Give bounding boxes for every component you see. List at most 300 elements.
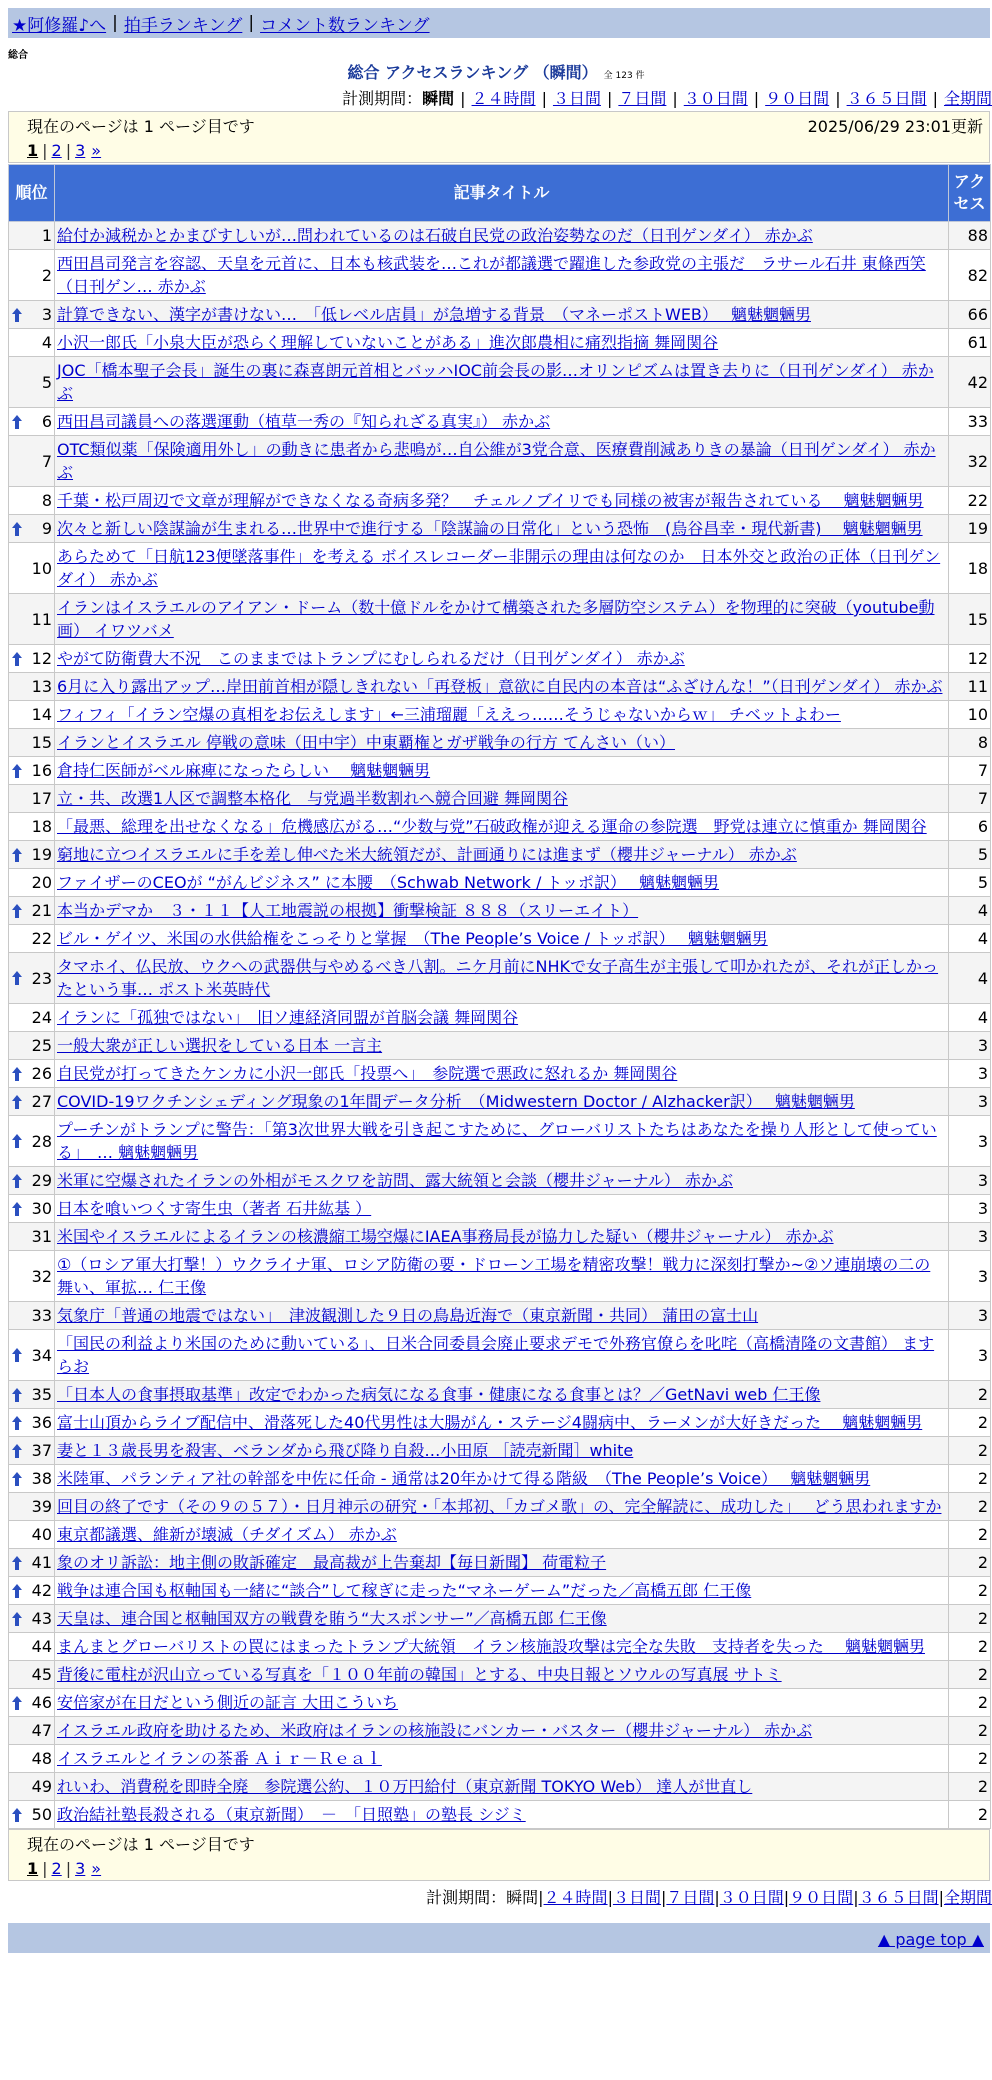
rank-number: 49	[31, 1777, 52, 1796]
pager-separator: |	[42, 1858, 48, 1878]
article-link[interactable]: 米国やイスラエルによるイランの核濃縮工場空爆にIAEA事務局長が協力した疑い（櫻井ジャーナル） 赤かぶ	[57, 1227, 834, 1246]
title-cell	[55, 1633, 949, 1661]
article-link[interactable]: 次々と新しい陰謀論が生まれる…世界中で進行する「陰謀論の日常化」という恐怖 (烏谷昌幸・現代新書) 魑魅魍魎男	[57, 519, 923, 538]
period-separator: |	[783, 1888, 790, 1907]
article-link[interactable]: 西田昌司議員への落選運動（植草一秀の『知られざる真実』） 赤かぶ	[57, 412, 551, 431]
period-link-3[interactable]: ３０日間	[719, 1888, 784, 1907]
article-link[interactable]: 西田昌司発言を容認、天皇を元首に、日本も核武装を…これが都議選で躍進した参政党の主張だ ラサール石井 東條西笑（日刊ゲン… 赤かぶ	[57, 254, 926, 296]
title-cell	[55, 543, 949, 594]
article-link[interactable]: 米陸軍、パランティア社の幹部を中佐に任命 - 通常は20年かけて得る階級 （The People’s Voice） 魑魅魍魎男	[57, 1469, 871, 1488]
rank-number: 25	[31, 1036, 52, 1055]
clap-ranking-link[interactable]: 拍手ランキング	[123, 15, 243, 36]
access-count: 33	[949, 408, 991, 436]
pager-bottom	[8, 1829, 990, 1881]
period-separator: |	[672, 89, 678, 108]
table-row	[9, 1549, 991, 1577]
page-link-2[interactable]: 2	[51, 140, 62, 160]
rank-cell	[9, 1493, 55, 1521]
rank-cell	[9, 1167, 55, 1195]
rank-cell	[9, 1381, 55, 1409]
title-cell	[55, 329, 949, 357]
title-cell	[55, 1088, 949, 1116]
access-count: 3	[949, 1167, 991, 1195]
article-link[interactable]: 千葉・松戸周辺で文章が理解ができなくなる奇病多発？ チェルノブイリでも同様の被害が報告されている 魑魅魍魎男	[57, 491, 924, 510]
article-link[interactable]: 小沢一郎氏「小泉大臣が恐らく理解していないことがある」進次郎農相に痛烈指摘 舞岡関谷	[57, 333, 719, 352]
ranking-table	[8, 164, 991, 1829]
table-row	[9, 1088, 991, 1116]
period-selector-top	[342, 86, 992, 109]
title-cell	[55, 222, 949, 250]
pager-separator: |	[65, 140, 72, 160]
rank-number: 20	[31, 873, 52, 892]
title-cell	[55, 757, 949, 785]
access-count: 3	[949, 1330, 991, 1381]
table-row	[9, 1493, 991, 1521]
article-link[interactable]: 6月に入り露出アップ…岸田前首相が隠しきれない「再登板」意欲に自民内の本音は“ふざけんな！”（日刊ゲンダイ） 赤かぶ	[57, 677, 943, 696]
rank-up-arrow-icon	[12, 1612, 22, 1626]
article-link[interactable]: フィフィ「イラン空爆の真相をお伝えします」←三浦瑠麗「ええっ……そうじゃないからｗ」 チベットよわー	[57, 705, 841, 724]
rank-number: 48	[31, 1749, 52, 1768]
rank-up-arrow-icon	[12, 971, 22, 985]
title-cell	[55, 645, 949, 673]
rank-number: 28	[31, 1131, 52, 1151]
rank-number: 35	[31, 1385, 52, 1404]
access-count: 2	[949, 1717, 991, 1745]
period-link-1[interactable]: ３日間	[612, 1888, 661, 1907]
title-cell	[55, 1060, 949, 1088]
pager-separator: |	[65, 1858, 72, 1878]
rank-number: 39	[31, 1497, 52, 1516]
period-link-2[interactable]: ７日間	[618, 89, 667, 108]
article-link[interactable]: ビル・ゲイツ、米国の水供給権をこっそりと掌握 （The People’s Voice / トッポ訳） 魑魅魍魎男	[57, 929, 768, 948]
table-row	[9, 925, 991, 953]
title-cell	[55, 1195, 949, 1223]
article-link[interactable]: 妻と１３歳長男を殺害、ベランダから飛び降り自殺…小田原 ［読売新聞］white	[57, 1441, 634, 1460]
article-link[interactable]: タマホイ、仏民放、ウクへの武器供与やめるべき八割。ニケ月前にNHKで女子高生が主張して叩かれたが、それが正しかったという事… ポスト米英時代	[57, 957, 939, 999]
title-cell	[55, 250, 949, 301]
access-count: 19	[949, 515, 991, 543]
rank-cell	[9, 869, 55, 897]
title-cell	[55, 1493, 949, 1521]
access-count: 12	[949, 645, 991, 673]
rank-number: 9	[41, 519, 52, 538]
access-count: 32	[949, 436, 991, 487]
rank-number: 12	[31, 649, 52, 668]
access-count: 18	[949, 543, 991, 594]
rank-number: 24	[31, 1008, 52, 1027]
table-row	[9, 729, 991, 757]
period-link-5[interactable]: ３６５日間	[846, 89, 927, 108]
article-link[interactable]: ①（ロシア軍大打撃！）ウクライナ軍、ロシア防衛の要・ドローン工場を精密攻撃！戦力に深刻打撃か~②ソ連崩壊の二の舞い、軍拡… 仁王像	[57, 1255, 931, 1297]
period-separator: |	[714, 1888, 720, 1907]
table-row	[9, 1167, 991, 1195]
page-link-3[interactable]: 3	[75, 140, 86, 160]
table-row	[9, 543, 991, 594]
rank-up-arrow-icon	[12, 1134, 22, 1148]
pager-links	[9, 1856, 989, 1880]
article-link[interactable]: 本当かデマか ３・１１【人工地震説の根拠】衝撃検証 ８８８（スリーエイト）	[57, 901, 639, 920]
table-row	[9, 757, 991, 785]
access-count: 3	[949, 1088, 991, 1116]
article-link[interactable]: 戦争は連合国も枢軸国も一緒に“談合”して稼ぎに走った“マネーゲーム”だった／高橋五郎 仁王像	[57, 1581, 752, 1600]
article-link[interactable]: 日本を喰いつくす寄生虫（著者 石井紘基 ）	[57, 1199, 372, 1218]
rank-cell	[9, 1060, 55, 1088]
page-link-current[interactable]: 1	[27, 1858, 39, 1878]
article-link[interactable]: OTC類似薬「保険適用外し」の動きに患者から悲鳴が…自公維が3党合意、医療費削減ありきの暴論（日刊ゲンダイ） 赤かぶ	[57, 440, 936, 482]
period-link-6[interactable]: 全期間	[943, 89, 992, 108]
table-row	[9, 1116, 991, 1167]
title-cell	[55, 1661, 949, 1689]
home-link[interactable]: ★阿修羅♪へ	[12, 15, 107, 36]
rank-number: 14	[31, 705, 52, 724]
title-cell	[55, 1004, 949, 1032]
access-count: 2	[949, 1409, 991, 1437]
article-link[interactable]: 「最悪、総理を出せなくなる」危機感広がる…“少数与党”石破政権が迎える運命の参院選 野党は連立に慎重か 舞岡関谷	[57, 817, 927, 836]
rank-up-arrow-icon	[12, 1202, 22, 1216]
article-link[interactable]: 倉持仁医師がベル麻痺になったらしい 魑魅魍魎男	[57, 761, 431, 780]
table-row	[9, 1330, 991, 1381]
table-row	[9, 436, 991, 487]
rank-up-arrow-icon	[12, 904, 22, 918]
article-link[interactable]: イランとイスラエル 停戦の意味（田中宇）中東覇権とガザ戦争の行方 てんさい（い）	[57, 733, 676, 752]
period-link-3[interactable]: ３０日間	[683, 89, 748, 108]
period-link-6[interactable]: 全期間	[943, 1888, 992, 1907]
access-count: 3	[949, 1223, 991, 1251]
rank-cell	[9, 1330, 55, 1381]
title-cell	[55, 1032, 949, 1060]
rank-cell	[9, 1605, 55, 1633]
access-count: 3	[949, 1195, 991, 1223]
rank-number: 38	[31, 1469, 52, 1488]
rank-up-arrow-icon	[12, 1472, 22, 1486]
access-count: 61	[949, 329, 991, 357]
rank-cell	[9, 1745, 55, 1773]
table-row	[9, 1409, 991, 1437]
title-cell	[55, 701, 949, 729]
rank-up-arrow-icon	[12, 308, 22, 322]
rank-cell	[9, 785, 55, 813]
article-link[interactable]: イランに「孤独ではない」 旧ソ連経済同盟が首脳会議 舞岡関谷	[57, 1008, 519, 1027]
rank-up-arrow-icon	[12, 764, 22, 778]
pager-top	[8, 111, 990, 163]
rank-number: 11	[31, 609, 52, 629]
rank-cell	[9, 701, 55, 729]
title-cell	[55, 436, 949, 487]
title-cell	[55, 1302, 949, 1330]
period-link-1[interactable]: ３日間	[552, 89, 601, 108]
table-row	[9, 1032, 991, 1060]
article-link[interactable]: ファイザーのCEOが “がんビジネス” に本腰 （Schwab Network / トッポ訳） 魑魅魍魎男	[57, 873, 720, 892]
table-row	[9, 841, 991, 869]
rank-number: 8	[41, 491, 52, 510]
title-cell	[55, 785, 949, 813]
page-status: 現在のページは 1 ページ目です	[27, 1834, 255, 1854]
article-link[interactable]: イスラエルとイランの茶番 Ａｉｒ－Ｒｅａｌ	[57, 1749, 382, 1768]
rank-cell	[9, 897, 55, 925]
table-row	[9, 515, 991, 543]
rank-number: 40	[31, 1525, 52, 1544]
access-count: 10	[949, 701, 991, 729]
header-access: アクセス	[949, 165, 991, 222]
article-link[interactable]: 米軍に空爆されたイランの外相がモスクワを訪問、露大統領と会談（櫻井ジャーナル） 赤かぶ	[57, 1171, 733, 1190]
period-separator: |	[938, 1888, 944, 1907]
rank-cell	[9, 487, 55, 515]
rank-number: 44	[31, 1637, 52, 1656]
rank-cell	[9, 1116, 55, 1167]
table-row	[9, 1060, 991, 1088]
rank-number: 45	[31, 1665, 52, 1684]
table-row	[9, 785, 991, 813]
article-link[interactable]: れいわ、消費税を即時全廃 参院選公約、１０万円給付（東京新聞 TOKYO Web） 達人が世直し	[57, 1777, 753, 1796]
title-cell	[55, 1116, 949, 1167]
period-link-4[interactable]: ９０日間	[789, 1888, 854, 1907]
pager-links	[9, 138, 989, 162]
rank-cell	[9, 1577, 55, 1605]
rank-cell	[9, 953, 55, 1004]
rank-cell	[9, 813, 55, 841]
rank-cell	[9, 925, 55, 953]
table-row	[9, 897, 991, 925]
title-cell	[55, 594, 949, 645]
rank-cell	[9, 329, 55, 357]
article-link[interactable]: やがて防衛費大不況 このままではトランプにむしられるだけ（日刊ゲンダイ） 赤かぶ	[57, 649, 685, 668]
rank-number: 17	[31, 789, 52, 808]
access-count: 2	[949, 1437, 991, 1465]
article-link[interactable]: 政治結社塾長殺される（東京新聞） － 「日照塾」の塾長 シジミ	[57, 1805, 526, 1824]
page-link-2[interactable]: 2	[51, 1858, 62, 1878]
rank-number: 19	[31, 845, 52, 864]
access-count: 6	[949, 813, 991, 841]
table-row	[9, 1745, 991, 1773]
rank-cell	[9, 757, 55, 785]
rank-cell	[9, 543, 55, 594]
rank-up-arrow-icon	[12, 1388, 22, 1402]
period-separator: |	[660, 1888, 667, 1907]
article-link[interactable]: 東京都議選、維新が壊滅（チダイズム） 赤かぶ	[57, 1525, 397, 1544]
rank-cell	[9, 841, 55, 869]
article-link[interactable]: まんまとグローバリストの罠にはまったトランプ大統領 イラン核施設攻撃は完全な失敗 支持者を失った 魑魅魍魎男	[57, 1637, 925, 1656]
rank-number: 26	[31, 1064, 52, 1083]
period-link-4[interactable]: ９０日間	[765, 89, 830, 108]
table-row	[9, 1773, 991, 1801]
period-link-0[interactable]: ２４時間	[471, 89, 536, 108]
page-link-current[interactable]: 1	[27, 140, 39, 160]
pager-separator: |	[42, 140, 48, 160]
rank-number: 13	[31, 677, 52, 696]
access-count: 2	[949, 1381, 991, 1409]
article-link[interactable]: 富士山頂からライブ配信中、滑落死した40代男性は大腸がん・ステージ4闘病中、ラーメンが大好きだった 魑魅魍魎男	[57, 1413, 923, 1432]
period-label: 計測期間：	[426, 1888, 507, 1907]
article-link[interactable]: 一般大衆が正しい選択をしている日本 一言主	[57, 1036, 383, 1055]
article-link[interactable]: 計算できない、漢字が書けない… 「低レベル店員」が急増する背景 （マネーポストWEB） 魑魅魍魎男	[57, 305, 811, 324]
table-row	[9, 673, 991, 701]
table-row	[9, 222, 991, 250]
rank-number: 50	[31, 1805, 52, 1824]
access-count: 42	[949, 357, 991, 408]
rank-cell	[9, 1633, 55, 1661]
article-link[interactable]: 気象庁「普通の地震ではない」 津波観測した９日の鳥島近海で（東京新聞・共同） 蒲田の富士山	[57, 1306, 759, 1325]
rank-cell	[9, 408, 55, 436]
access-count: 2	[949, 1465, 991, 1493]
title-cell	[55, 1521, 949, 1549]
rank-number: 41	[31, 1553, 52, 1572]
title-cell	[55, 408, 949, 436]
rank-number: 22	[31, 929, 52, 948]
access-count: 4	[949, 897, 991, 925]
period-label: 計測期間：	[342, 89, 423, 108]
access-count: 7	[949, 785, 991, 813]
rank-number: 32	[31, 1266, 52, 1286]
article-link[interactable]: 窮地に立つイスラエルに手を差し伸べた米大統領だが、計画通りには進まず（櫻井ジャーナル） 赤かぶ	[57, 845, 797, 864]
table-row	[9, 813, 991, 841]
header-rank: 順位	[9, 165, 55, 222]
rank-cell	[9, 1661, 55, 1689]
rank-cell	[9, 1195, 55, 1223]
title-cell	[55, 1251, 949, 1302]
access-count: 66	[949, 301, 991, 329]
rank-number: 42	[31, 1581, 52, 1600]
title-cell	[55, 1801, 949, 1829]
article-link[interactable]: イランはイスラエルのアイアン・ドーム（数十億ドルをかけて構築された多層防空システム）を物理的に突破（youtube動画） イワツバメ	[57, 598, 935, 640]
article-link[interactable]: 自民党が打ってきたケンカに小沢一郎氏「投票へ」 参院選で悪政に怒れるか 舞岡関谷	[57, 1064, 678, 1083]
rank-number: 18	[31, 817, 52, 836]
title-cell	[55, 1605, 949, 1633]
table-row	[9, 408, 991, 436]
rank-number: 34	[31, 1345, 52, 1365]
access-count: 4	[949, 953, 991, 1004]
rank-up-arrow-icon	[12, 1584, 22, 1598]
rank-cell	[9, 729, 55, 757]
page-status: 現在のページは 1 ページ目です	[27, 116, 255, 136]
access-count: 2	[949, 1493, 991, 1521]
rank-number: 7	[41, 451, 52, 471]
table-row	[9, 1633, 991, 1661]
title-cell	[55, 1167, 949, 1195]
page-title-row	[0, 60, 992, 83]
article-link[interactable]: 回目の終了です（その９の５７）・日月神示の研究・「本邦初、「カゴメ歌」の、完全解読に、成功した」 どう思われますか	[57, 1497, 942, 1516]
article-link[interactable]: 給付か減税かとかまびすしいが…問われているのは石破自民党の政治姿勢なのだ（日刊ゲンダイ） 赤かぶ	[57, 226, 813, 245]
article-link[interactable]: COVID-19ワクチンシェディング現象の1年間データ分析 （Midwestern Doctor / Alzhacker訳） 魑魅魍魎男	[57, 1092, 855, 1111]
table-row	[9, 645, 991, 673]
rank-number: 31	[31, 1227, 52, 1246]
rank-cell	[9, 1773, 55, 1801]
title-cell	[55, 869, 949, 897]
next-page-link[interactable]: »	[91, 1858, 102, 1878]
title-cell	[55, 1409, 949, 1437]
title-cell	[55, 1689, 949, 1717]
access-count: 2	[949, 1577, 991, 1605]
table-row	[9, 1717, 991, 1745]
article-link[interactable]: あらためて「日航123便墜落事件」を考える ボイスレコーダー非開示の理由は何なのか 日本外交と政治の正体（日刊ゲンダイ） 赤かぶ	[57, 547, 941, 589]
rank-number: 3	[41, 305, 52, 324]
title-cell	[55, 841, 949, 869]
access-count: 7	[949, 757, 991, 785]
rank-cell	[9, 301, 55, 329]
rank-up-arrow-icon	[12, 1416, 22, 1430]
period-link-5[interactable]: ３６５日間	[858, 1888, 939, 1907]
rank-cell	[9, 645, 55, 673]
rank-number: 29	[31, 1171, 52, 1190]
access-count: 4	[949, 925, 991, 953]
period-separator: |	[835, 89, 841, 108]
rank-cell	[9, 436, 55, 487]
title-cell	[55, 1717, 949, 1745]
rank-number: 47	[31, 1721, 52, 1740]
period-current: 瞬間	[422, 89, 455, 108]
article-link[interactable]: 「国民の利益より米国のために動いている」、日米合同委員会廃止要求デモで外務官僚らを叱咤（高橋清隆の文書館） ますらお	[57, 1334, 935, 1376]
table-row	[9, 1465, 991, 1493]
rank-number: 36	[31, 1413, 52, 1432]
access-count: 2	[949, 1549, 991, 1577]
article-link[interactable]: 象のオリ訴訟：地主側の敗訴確定 最高裁が上告棄却【毎日新聞】 荷電粒子	[57, 1553, 607, 1572]
access-count: 2	[949, 1521, 991, 1549]
title-cell	[55, 897, 949, 925]
page-link-3[interactable]: 3	[75, 1858, 86, 1878]
title-cell	[55, 1577, 949, 1605]
header-title: 記事タイトル	[55, 165, 949, 222]
access-count: 11	[949, 673, 991, 701]
article-link[interactable]: 安倍家が在日だという側近の証言 大田こういち	[57, 1693, 399, 1712]
rank-number: 43	[31, 1609, 52, 1628]
access-count: 22	[949, 487, 991, 515]
next-page-link[interactable]: »	[91, 140, 102, 160]
period-link-2[interactable]: ７日間	[666, 1888, 715, 1907]
access-count: 15	[949, 594, 991, 645]
comment-ranking-link[interactable]: コメント数ランキング	[260, 15, 430, 36]
article-link[interactable]: プーチンがトランプに警告：「第3次世界大戦を引き起こすために、グローバリストたちはあなたを操り人形として使っている」 … 魑魅魍魎男	[57, 1120, 937, 1162]
article-link[interactable]: イスラエル政府を助けるため、米政府はイランの核施設にバンカー・バスター（櫻井ジャーナル） 赤かぶ	[57, 1721, 813, 1740]
article-link[interactable]: JOC「橋本聖子会長」誕生の裏に森喜朗元首相とバッハIOC前会長の影…オリンピズムは置き去りに（日刊ゲンダイ） 赤かぶ	[57, 361, 934, 403]
rank-cell	[9, 1223, 55, 1251]
access-count: 2	[949, 1801, 991, 1829]
rank-up-arrow-icon	[12, 848, 22, 862]
title-cell	[55, 1773, 949, 1801]
rank-cell	[9, 250, 55, 301]
access-count: 2	[949, 1745, 991, 1773]
rank-number: 30	[31, 1199, 52, 1218]
page-top-link[interactable]: ▲ page top ▲	[877, 1930, 984, 1949]
rank-cell	[9, 1801, 55, 1829]
rank-number: 16	[31, 761, 52, 780]
article-link[interactable]: 天皇は、連合国と枢軸国双方の戦費を賄う“大スポンサー”／高橋五郎 仁王像	[57, 1609, 607, 1628]
period-separator: |	[606, 89, 613, 108]
table-row	[9, 594, 991, 645]
rank-up-arrow-icon	[12, 1696, 22, 1710]
table-row	[9, 1577, 991, 1605]
article-link[interactable]: 立・共、改選1人区で調整本格化 与党過半数割れへ競合回避 舞岡関谷	[57, 789, 568, 808]
access-count: 3	[949, 1302, 991, 1330]
article-link[interactable]: 「日本人の食事摂取基準」改定でわかった病気になる食事・健康になる食事とは？／GetNavi web 仁王像	[57, 1385, 821, 1404]
table-row	[9, 1302, 991, 1330]
rank-number: 10	[31, 558, 52, 578]
access-count: 3	[949, 1116, 991, 1167]
period-separator: |	[932, 89, 938, 108]
title-cell	[55, 301, 949, 329]
rank-cell	[9, 1004, 55, 1032]
title-cell	[55, 1745, 949, 1773]
article-link[interactable]: 背後に電柱が沢山立っている写真を「１００年前の韓国」とする、中央日報とソウルの写真展 サトミ	[57, 1665, 782, 1684]
rank-number: 23	[31, 968, 52, 988]
table-row	[9, 1223, 991, 1251]
table-row	[9, 250, 991, 301]
table-row	[9, 953, 991, 1004]
title-cell	[55, 515, 949, 543]
rank-cell	[9, 357, 55, 408]
table-row	[9, 1801, 991, 1829]
period-link-0[interactable]: ２４時間	[543, 1888, 608, 1907]
access-count: 2	[949, 1661, 991, 1689]
period-separator: |	[753, 89, 760, 108]
